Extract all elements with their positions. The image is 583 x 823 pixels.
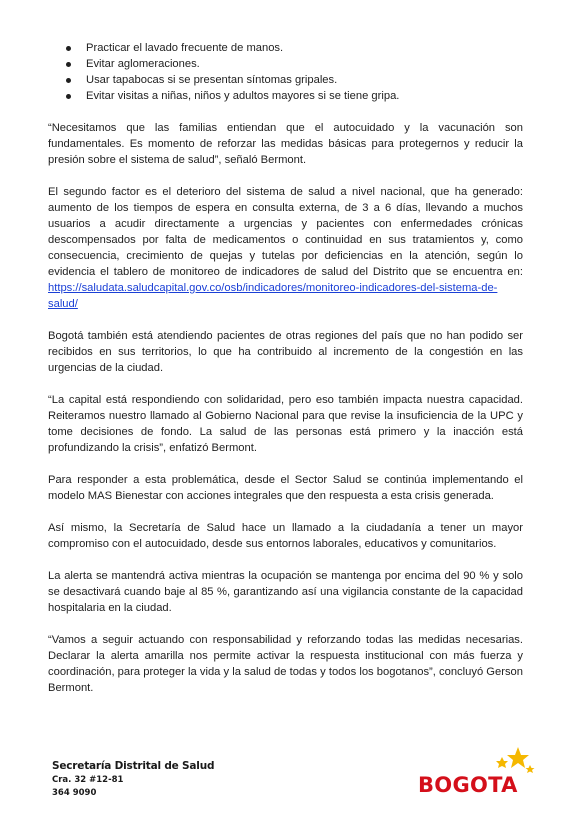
bullet-icon bbox=[66, 62, 71, 67]
bullet-list bbox=[48, 40, 523, 104]
footer-address: Cra. 32 #12-81 bbox=[52, 775, 124, 785]
list-item: Practicar el lavado frecuente de manos. bbox=[48, 40, 523, 56]
bogota-logo-text: BOGOTA bbox=[418, 773, 518, 797]
paragraph-alerta-ocupacion: La alerta se mantendrá activa mientras la ocupación se mantenga por encima del 90 % y solo se desactivará cuando baje al 85 %, garantizando así una vigilancia constante de la capacidad hospitalaria en la ciudad. bbox=[48, 570, 523, 614]
paragraph-llamado-ciudadania: Así mismo, la Secretaría de Salud hace un llamado a la ciudadanía a tener un mayor compromiso con el autocuidado, desde sus entornos laborales, educativos y comunitarios. bbox=[48, 522, 523, 550]
footer bbox=[52, 760, 214, 798]
list-item: Usar tapabocas si se presentan síntomas gripales. bbox=[48, 72, 523, 88]
footer-org-name: Secretaría Distrital de Salud bbox=[52, 760, 215, 772]
paragraph-quote-autocuidado: “Necesitamos que las familias entiendan que el autocuidado y la vacunación son fundamentales. Es momento de reforzar las medidas básicas para protegernos y reducir la presión sobre el sistema de salud”, señaló Bermont. bbox=[48, 122, 523, 166]
monitoreo-link[interactable]: https://saludata.saludcapital.gov.co/osb/indicadores/monitoreo-indicadores-del-sistema-de-salud/ bbox=[48, 282, 498, 310]
bogota-logo bbox=[418, 745, 536, 805]
paragraph-mas-bienestar: Para responder a esta problemática, desde el Sector Salud se continúa implementando el modelo MAS Bienestar con acciones integrales que den respuesta a esta crisis generada. bbox=[48, 474, 523, 502]
paragraph-quote-capital: “La capital está respondiendo con solidaridad, pero eso también impacta nuestra capacidad. Reiteramos nuestro llamado al Gobierno Nacional para que revise la insuficiencia de la UPC y tome decisiones de fondo. La salud de las personas está primero y la inacción está profundizando la crisis”, enfatizó Bermont. bbox=[48, 394, 523, 454]
list-item: Evitar aglomeraciones. bbox=[48, 56, 523, 72]
bullet-icon bbox=[66, 46, 71, 51]
list-item: Evitar visitas a niñas, niños y adultos mayores si se tiene gripa. bbox=[48, 88, 523, 104]
document-body bbox=[48, 40, 523, 712]
paragraph-quote-conclusion: “Vamos a seguir actuando con responsabilidad y reforzando todas las medidas necesarias. Declarar la alerta amarilla nos permite activar la respuesta institucional con más fuerza y coordinación, para proteger la vida y la salud de todas y todos los bogotanos”, concluyó Gerson Bermont. bbox=[48, 634, 523, 694]
paragraph-otras-regiones: Bogotá también está atendiendo pacientes de otras regiones del país que no han podido ser recibidos en sus territorios, lo que ha contribuido al incremento de la congestión en las urgencias de la ciudad. bbox=[48, 330, 523, 374]
bullet-icon bbox=[66, 78, 71, 83]
footer-phone: 364 9090 bbox=[52, 788, 97, 798]
paragraph-text: El segundo factor es el deterioro del sistema de salud a nivel nacional, que ha generado: aumento de los tiempos de espera en consulta externa, de 3 a 6 días, llevando a muchos usuarios a acudir directamente a urgencias y pacientes con enfermedades crónicas descompensados por falta de medicamentos o continuidad en sus tratamientos y, como consecuencia, crecimiento de quejas y tutelas por deficiencias en la atención, según lo evidencia el tablero de monitoreo de indicadores de salud del Distrito que se encuentra en: bbox=[48, 186, 523, 278]
bullet-icon bbox=[66, 94, 71, 99]
paragraph-deterioro-sistema bbox=[48, 184, 523, 312]
